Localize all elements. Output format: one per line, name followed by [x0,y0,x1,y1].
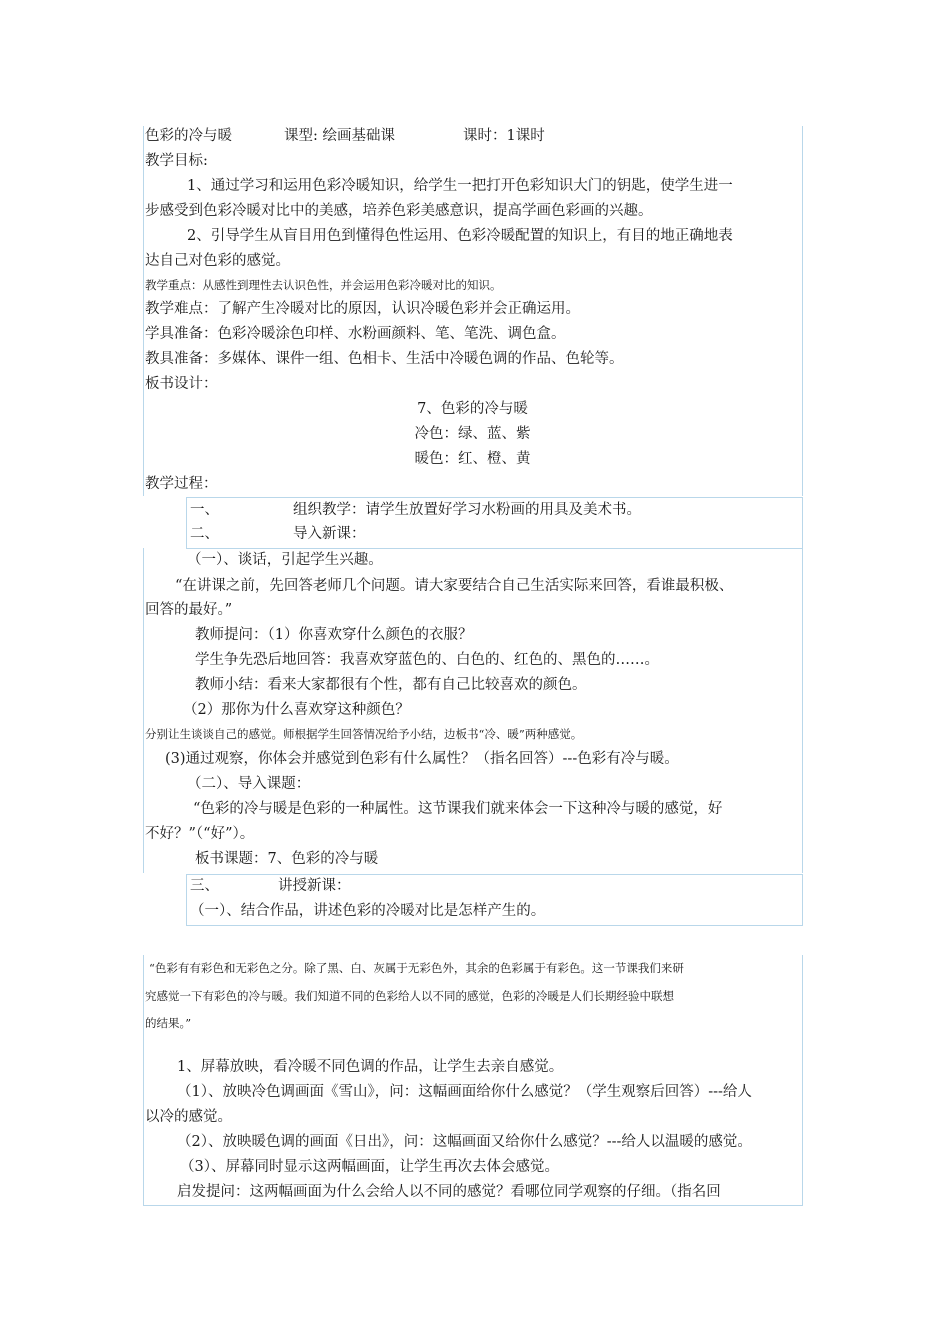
student-materials: 学具准备：色彩冷暖涂色印样、水粉画颜料、笔、笔洗、调色盒。 [145,326,566,342]
lesson-title: 色彩的冷与暖 [145,128,232,144]
student-answer-1: 学生争先恐后地回答：我喜欢穿蓝色的、白色的、红色的、黑色的……。 [195,652,659,668]
quote-2-line-2: 不好？”（“好”）。 [145,826,255,842]
activity-1: 1、屏幕放映，看冷暖不同色调的作品，让学生去亲自感觉。 [177,1059,564,1075]
objective-2-line-2: 达自己对色彩的感觉。 [145,253,290,269]
board-design-line-3: 暖色：红、橙、黄 [414,451,531,467]
teacher-summary-1: 教师小结：看来大家都很有个性，都有自己比较喜欢的颜色。 [195,677,587,693]
inspiring-question: 启发提问：这两幅画面为什么会给人以不同的感觉？看哪位同学观察的仔细。（指名回 [177,1184,721,1200]
quote-1-line-2: 回答的最好。” [145,602,233,618]
objective-1-line-2: 步感受到色彩冷暖对比中的美感，培养色彩美感意识，提高学画色彩画的兴趣。 [145,203,653,219]
activity-1-1-line-2: 以冷的感觉。 [145,1109,232,1125]
lesson-duration: 课时：1课时 [463,128,545,144]
objectives-heading: 教学目标: [145,153,208,169]
key-points: 教学重点：从感性到理性去认识色性，并会运用色彩冷暖对比的知识。 [145,278,502,292]
activity-1-2: （2）、放映暖色调的画面《日出》，问：这幅画面又给你什么感觉？---给人以温暖的感觉。 [177,1134,752,1150]
teacher-materials: 教具准备：多媒体、课件一组、色相卡、生活中冷暖色调的作品、色轮等。 [145,351,624,367]
objective-2-line-1: 2、引导学生从盲目用色到懂得色性运用、色彩冷暖配置的知识上，有目的地正确地表 [187,228,733,244]
question-3: (3)通过观察，你体会并感觉到色彩有什么属性？（指名回答）---色彩有冷与暖。 [165,751,679,767]
intro-line-1: “色彩有有彩色和无彩色之分。除了黑、白、灰属于无彩色外，其余的色彩属于有彩色。这一节课我们来研 [149,961,684,975]
board-topic: 板书课题：7、色彩的冷与暖 [195,851,379,867]
step-3-number: 三、 [190,878,219,894]
subsection-2: （二）、导入课题： [187,776,311,792]
activity-1-1-line-1: （1）、放映冷色调画面《雪山》，问：这幅画面给你什么感觉？（学生观察后回答）---给人 [177,1084,752,1100]
step-1-text: 组织教学：请学生放置好学习水粉画的用具及美术书。 [293,502,641,518]
objective-1-line-1: 1、通过学习和运用色彩冷暖知识，给学生一把打开色彩知识大门的钥匙，使学生进一 [187,178,733,194]
intro-line-2: 究感觉一下有彩色的冷与暖。我们知道不同的色彩给人以不同的感觉，色彩的冷暖是人们长期经验中联想 [145,989,674,1003]
step-2-text: 导入新课： [293,526,366,542]
intro-line-3: 的结果。” [145,1016,192,1030]
subsection-3: （一）、结合作品，讲述色彩的冷暖对比是怎样产生的。 [190,903,546,919]
step-1-number: 一、 [190,502,219,518]
lesson-type: 课型: 绘画基础课 [284,128,395,144]
difficulty: 教学难点：了解产生冷暖对比的原因，认识冷暖色彩并会正确运用。 [145,301,580,317]
step-3-text: 讲授新课： [278,878,351,894]
process-heading: 教学过程： [145,476,218,492]
question-2: （2）那你为什么喜欢穿这种颜色？ [183,702,410,718]
quote-1-line-1: “在讲课之前，先回答老师几个问题。请大家要结合自己生活实际来回答，看谁最积极、 [175,578,734,594]
note-2: 分别让生谈谈自己的感觉。师根据学生回答情况给予小结，边板书“冷、暖”两种感觉。 [145,727,583,741]
step-2-number: 二、 [190,526,219,542]
quote-2-line-1: “色彩的冷与暖是色彩的一种属性。这节课我们就来体会一下这种冷与暖的感觉，好 [193,801,723,817]
board-design-line-2: 冷色：绿、蓝、紫 [414,426,531,442]
board-design-line-1: 7、色彩的冷与暖 [417,401,528,417]
teacher-question-1: 教师提问：（1）你喜欢穿什么颜色的衣服？ [195,627,473,643]
activity-1-3: （3）、屏幕同时显示这两幅画面，让学生再次去体会感觉。 [180,1159,559,1175]
board-design-heading: 板书设计： [145,376,218,392]
subsection-1: （一）、谈话，引起学生兴趣。 [187,552,383,568]
